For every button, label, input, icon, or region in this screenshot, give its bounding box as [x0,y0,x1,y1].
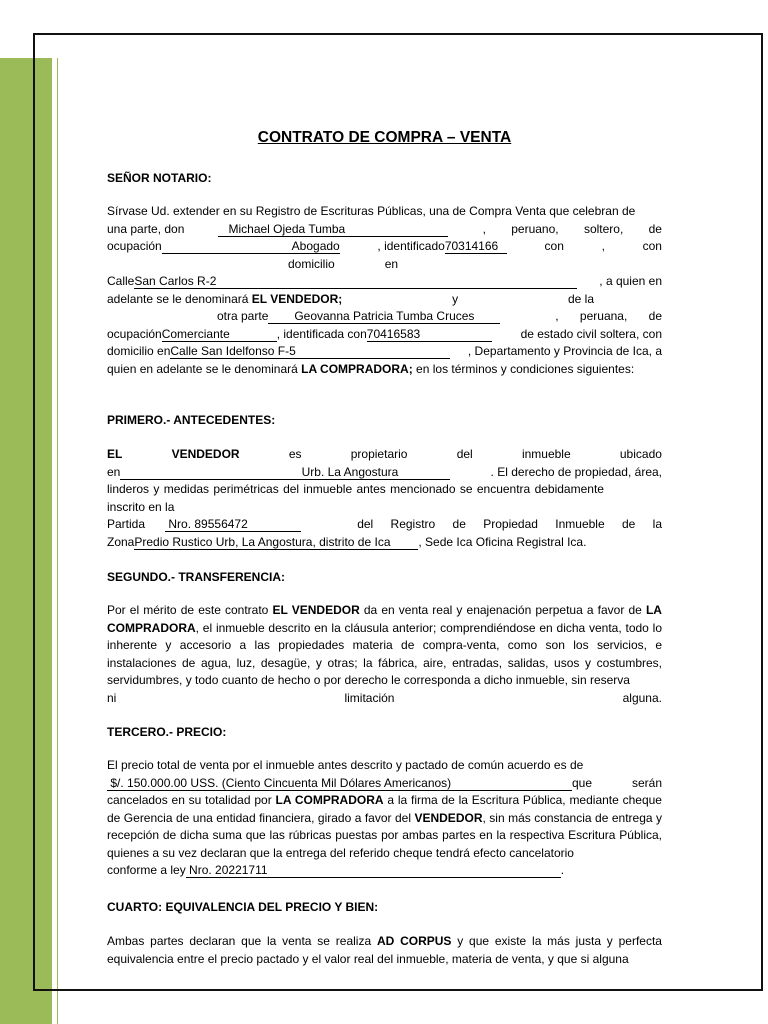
zona-field: Predio Rustico Urb, La Angostura, distrito de Ica [134,535,418,550]
document-title: CONTRATO DE COMPRA – VENTA [257,129,512,146]
section-4-paragraph: Ambas partes declaran que la venta se realiza AD CORPUS y que existe la más justa y perfecta equivalencia entre el precio pactado y el valor real del inmueble, materia de venta, y que si alguna [107,934,662,966]
buyer-name-field: Geovanna Patricia Tumba Cruces [268,309,500,324]
seller-occupation-field: Abogado [162,239,340,254]
intro-paragraph: Sírvase Ud. extender en su Registro de Escrituras Públicas, una de Compra Venta que celebran de una parte, don Michael Ojeda Tumba , peruano, soltero, de ocupación Abogado , identificado70314166 con , con domicilio en CalleSan Carlos R-2 , a quien en adelante se le denominará EL VENDEDOR; y de la otra parte Geovanna Patricia Tumba Cruces , peruana, de ocupaciónComerciante , identificada con70416583 de estado civil soltera, con domicilio enCalle San Idelfonso F-5 , Departamento y Provincia de Ica, a quien en adelante se le denominará LA COMPRADORA; en los términos y condiciones siguientes: [107,204,662,376]
seller-address-field: San Carlos R-2 [134,274,577,289]
cheque-field: Nro. 20221711 [186,863,561,878]
seller-name-field: Michael Ojeda Tumba [218,222,448,237]
section-3-heading: TERCERO.- PRECIO: [107,725,227,739]
section-1-heading: PRIMERO.- ANTECEDENTES: [107,413,276,427]
price-field: $/. 150.000.00 USS. (Ciento Cincuenta Mil Dólares Americanos) [107,776,572,791]
section-4-heading: CUARTO: EQUIVALENCIA DEL PRECIO Y BIEN: [107,900,379,914]
buyer-role: LA COMPRADORA; [301,361,413,376]
buyer-occupation-field: Comerciante [162,327,277,342]
property-location-field: Urb. La Angostura [120,465,450,480]
buyer-id-field: 70416583 [367,327,492,342]
salutation: SEÑOR NOTARIO: [107,171,212,185]
seller-id-field: 70314166 [445,239,507,254]
partida-field: Nro. 89556472 [165,517,301,532]
section-2-heading: SEGUNDO.- TRANSFERENCIA: [107,570,286,584]
section-1-paragraph: EL VENDEDOR es propietario del inmueble ubicado en Urb. La Angostura . El derecho de propiedad, área, linderos y medidas perimétricas del inmueble antes mencionado se encuentra debidamente inscrito en la Partida Nro. 89556472 del Registro de Propiedad Inmueble de la ZonaPredio Rustico Urb, La Angostura, distrito de Ica , Sede Ica Oficina Registral Ica. [107,447,662,549]
section-3-paragraph: El precio total de venta por el inmueble antes descrito y pactado de común acuerdo es de $/. 150.000.00 USS. (Ciento Cincuenta Mil Dólares Americanos) que serán cancelados en su totalidad por LA COMPRADORA a la firma de la Escritura Pública, mediante cheque de Gerencia de una entidad financiera, girado a favor del VENDEDOR, sin más constancia de entrega y recepción de dicha suma que las rúbricas puestas por ambas partes en la respectiva Escritura Pública, quienes a su vez declaran que la entrega del referido cheque tendrá efecto cancelatorio conforme a ley Nro. 20221711 . [107,758,662,877]
buyer-address-field: Calle San Idelfonso F-5 [170,344,450,359]
section-2-paragraph: Por el mérito de este contrato EL VENDEDOR da en venta real y enajenación perpetua a favor de LA COMPRADORA, el inmueble descrito en la cláusula anterior; comprendiéndose en dicha venta, todo lo inherente y accesorio a las propiedades materia de compra-venta, como son los servicios, e instalaciones de agua, luz, desagüe, y otras; la fábrica, aire, entradas, salidas, usos y costumbres, servidumbres, y todo cuanto de hecho o por derecho le corresponda a dicho inmueble, sin reserva ni limitación alguna. [107,603,662,705]
seller-role: EL VENDEDOR; [251,291,343,306]
